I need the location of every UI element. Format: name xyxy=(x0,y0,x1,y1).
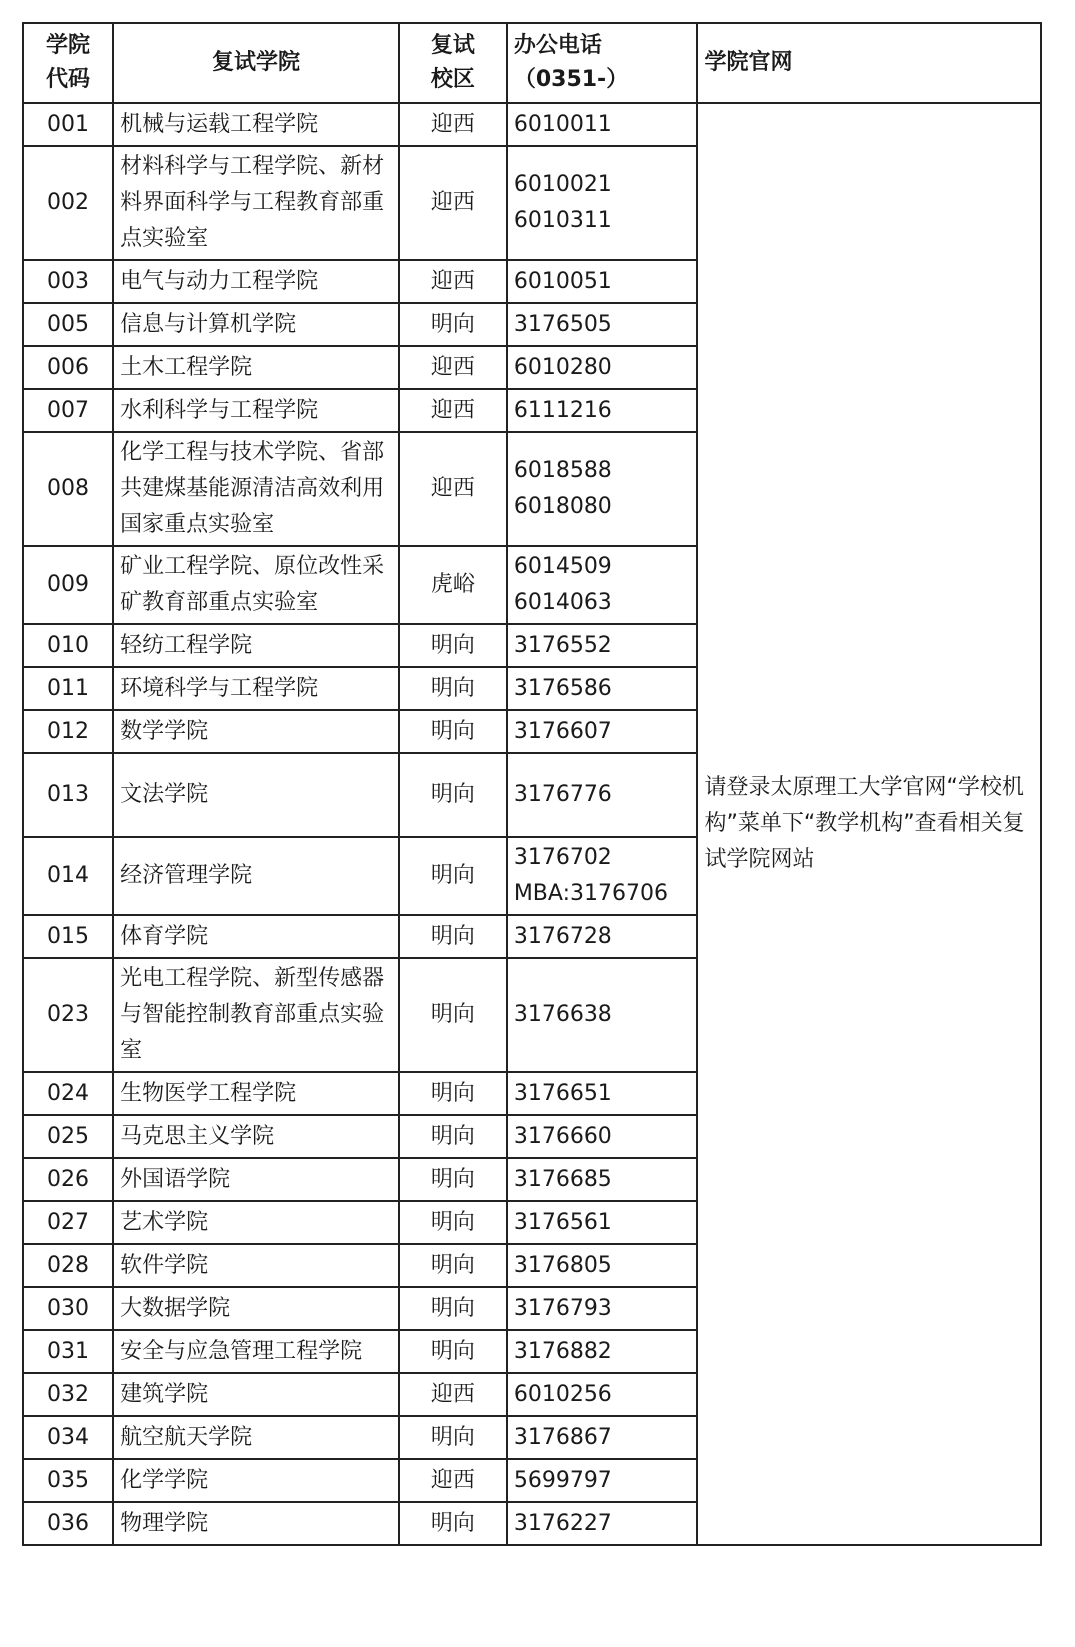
office-phone-cell: 3176882 xyxy=(507,1330,698,1373)
college-code-cell: 006 xyxy=(23,346,113,389)
college-code-cell: 036 xyxy=(23,1502,113,1545)
campus-cell: 虎峪 xyxy=(399,546,507,624)
college-name-cell: 马克思主义学院 xyxy=(113,1115,399,1158)
college-code-cell: 014 xyxy=(23,837,113,915)
office-phone-cell: 3176776 xyxy=(507,753,698,837)
office-phone-cell: 3176805 xyxy=(507,1244,698,1287)
college-code-cell: 015 xyxy=(23,915,113,958)
college-name-cell: 机械与运载工程学院 xyxy=(113,103,399,146)
college-code-cell: 009 xyxy=(23,546,113,624)
college-name-cell: 文法学院 xyxy=(113,753,399,837)
header-college-code: 学院 代码 xyxy=(23,23,113,103)
office-phone-cell: 3176867 xyxy=(507,1416,698,1459)
campus-cell: 明向 xyxy=(399,1416,507,1459)
campus-cell: 迎西 xyxy=(399,260,507,303)
campus-cell: 明向 xyxy=(399,915,507,958)
college-code-cell: 030 xyxy=(23,1287,113,1330)
college-code-cell: 032 xyxy=(23,1373,113,1416)
college-name-cell: 物理学院 xyxy=(113,1502,399,1545)
college-website-note: 请登录太原理工大学官网“学校机构”菜单下“教学机构”查看相关复试学院网站 xyxy=(697,103,1041,1545)
campus-cell: 明向 xyxy=(399,753,507,837)
office-phone-cell: 3176660 xyxy=(507,1115,698,1158)
campus-cell: 明向 xyxy=(399,667,507,710)
office-phone-cell: 6010051 xyxy=(507,260,698,303)
campus-cell: 明向 xyxy=(399,837,507,915)
office-phone-cell: 3176227 xyxy=(507,1502,698,1545)
college-contact-table xyxy=(22,22,1042,1546)
campus-cell: 迎西 xyxy=(399,389,507,432)
campus-cell: 迎西 xyxy=(399,146,507,260)
header-college-name: 复试学院 xyxy=(113,23,399,103)
college-name-cell: 大数据学院 xyxy=(113,1287,399,1330)
college-code-cell: 024 xyxy=(23,1072,113,1115)
college-code-cell: 031 xyxy=(23,1330,113,1373)
header-office-phone: 办公电话 （0351-） xyxy=(507,23,698,103)
office-phone-cell: 3176586 xyxy=(507,667,698,710)
campus-cell: 明向 xyxy=(399,303,507,346)
college-name-cell: 数学学院 xyxy=(113,710,399,753)
college-code-cell: 013 xyxy=(23,753,113,837)
campus-cell: 明向 xyxy=(399,1201,507,1244)
campus-cell: 明向 xyxy=(399,1115,507,1158)
college-code-cell: 012 xyxy=(23,710,113,753)
college-name-cell: 光电工程学院、新型传感器与智能控制教育部重点实验室 xyxy=(113,958,399,1072)
college-code-cell: 002 xyxy=(23,146,113,260)
table-row xyxy=(23,103,1041,146)
college-name-cell: 电气与动力工程学院 xyxy=(113,260,399,303)
office-phone-cell: 6010011 xyxy=(507,103,698,146)
office-phone-cell: 3176561 xyxy=(507,1201,698,1244)
college-name-cell: 外国语学院 xyxy=(113,1158,399,1201)
office-phone-cell: 3176505 xyxy=(507,303,698,346)
office-phone-cell: 6111216 xyxy=(507,389,698,432)
office-phone-cell: 3176728 xyxy=(507,915,698,958)
office-phone-cell: 6018588 6018080 xyxy=(507,432,698,546)
college-code-cell: 011 xyxy=(23,667,113,710)
office-phone-cell: 3176685 xyxy=(507,1158,698,1201)
college-name-cell: 软件学院 xyxy=(113,1244,399,1287)
college-name-cell: 化学学院 xyxy=(113,1459,399,1502)
college-name-cell: 环境科学与工程学院 xyxy=(113,667,399,710)
office-phone-cell: 3176651 xyxy=(507,1072,698,1115)
college-name-cell: 艺术学院 xyxy=(113,1201,399,1244)
campus-cell: 明向 xyxy=(399,1330,507,1373)
campus-cell: 迎西 xyxy=(399,346,507,389)
campus-cell: 明向 xyxy=(399,1158,507,1201)
college-code-cell: 035 xyxy=(23,1459,113,1502)
college-code-cell: 034 xyxy=(23,1416,113,1459)
college-name-cell: 经济管理学院 xyxy=(113,837,399,915)
college-name-cell: 生物医学工程学院 xyxy=(113,1072,399,1115)
office-phone-cell: 6014509 6014063 xyxy=(507,546,698,624)
college-name-cell: 体育学院 xyxy=(113,915,399,958)
campus-cell: 明向 xyxy=(399,710,507,753)
campus-cell: 明向 xyxy=(399,1072,507,1115)
college-name-cell: 航空航天学院 xyxy=(113,1416,399,1459)
college-name-cell: 矿业工程学院、原位改性采矿教育部重点实验室 xyxy=(113,546,399,624)
office-phone-cell: 3176638 xyxy=(507,958,698,1072)
campus-cell: 明向 xyxy=(399,1287,507,1330)
office-phone-cell: 5699797 xyxy=(507,1459,698,1502)
office-phone-cell: 3176607 xyxy=(507,710,698,753)
campus-cell: 明向 xyxy=(399,1502,507,1545)
college-name-cell: 材料科学与工程学院、新材料界面科学与工程教育部重点实验室 xyxy=(113,146,399,260)
college-code-cell: 025 xyxy=(23,1115,113,1158)
campus-cell: 明向 xyxy=(399,624,507,667)
table-header-row xyxy=(23,23,1041,103)
college-code-cell: 023 xyxy=(23,958,113,1072)
college-code-cell: 027 xyxy=(23,1201,113,1244)
college-code-cell: 010 xyxy=(23,624,113,667)
college-code-cell: 001 xyxy=(23,103,113,146)
college-name-cell: 土木工程学院 xyxy=(113,346,399,389)
campus-cell: 迎西 xyxy=(399,103,507,146)
campus-cell: 迎西 xyxy=(399,432,507,546)
office-phone-cell: 6010280 xyxy=(507,346,698,389)
college-name-cell: 建筑学院 xyxy=(113,1373,399,1416)
college-name-cell: 轻纺工程学院 xyxy=(113,624,399,667)
office-phone-cell: 6010021 6010311 xyxy=(507,146,698,260)
college-code-cell: 007 xyxy=(23,389,113,432)
campus-cell: 迎西 xyxy=(399,1373,507,1416)
campus-cell: 迎西 xyxy=(399,1459,507,1502)
office-phone-cell: 3176552 xyxy=(507,624,698,667)
office-phone-cell: 6010256 xyxy=(507,1373,698,1416)
campus-cell: 明向 xyxy=(399,1244,507,1287)
header-college-website: 学院官网 xyxy=(697,23,1041,103)
college-name-cell: 化学工程与技术学院、省部共建煤基能源清洁高效利用国家重点实验室 xyxy=(113,432,399,546)
college-code-cell: 003 xyxy=(23,260,113,303)
college-code-cell: 028 xyxy=(23,1244,113,1287)
office-phone-cell: 3176793 xyxy=(507,1287,698,1330)
college-code-cell: 026 xyxy=(23,1158,113,1201)
college-name-cell: 安全与应急管理工程学院 xyxy=(113,1330,399,1373)
header-campus: 复试 校区 xyxy=(399,23,507,103)
campus-cell: 明向 xyxy=(399,958,507,1072)
college-code-cell: 008 xyxy=(23,432,113,546)
office-phone-cell: 3176702 MBA:3176706 xyxy=(507,837,698,915)
college-name-cell: 信息与计算机学院 xyxy=(113,303,399,346)
college-name-cell: 水利科学与工程学院 xyxy=(113,389,399,432)
college-code-cell: 005 xyxy=(23,303,113,346)
